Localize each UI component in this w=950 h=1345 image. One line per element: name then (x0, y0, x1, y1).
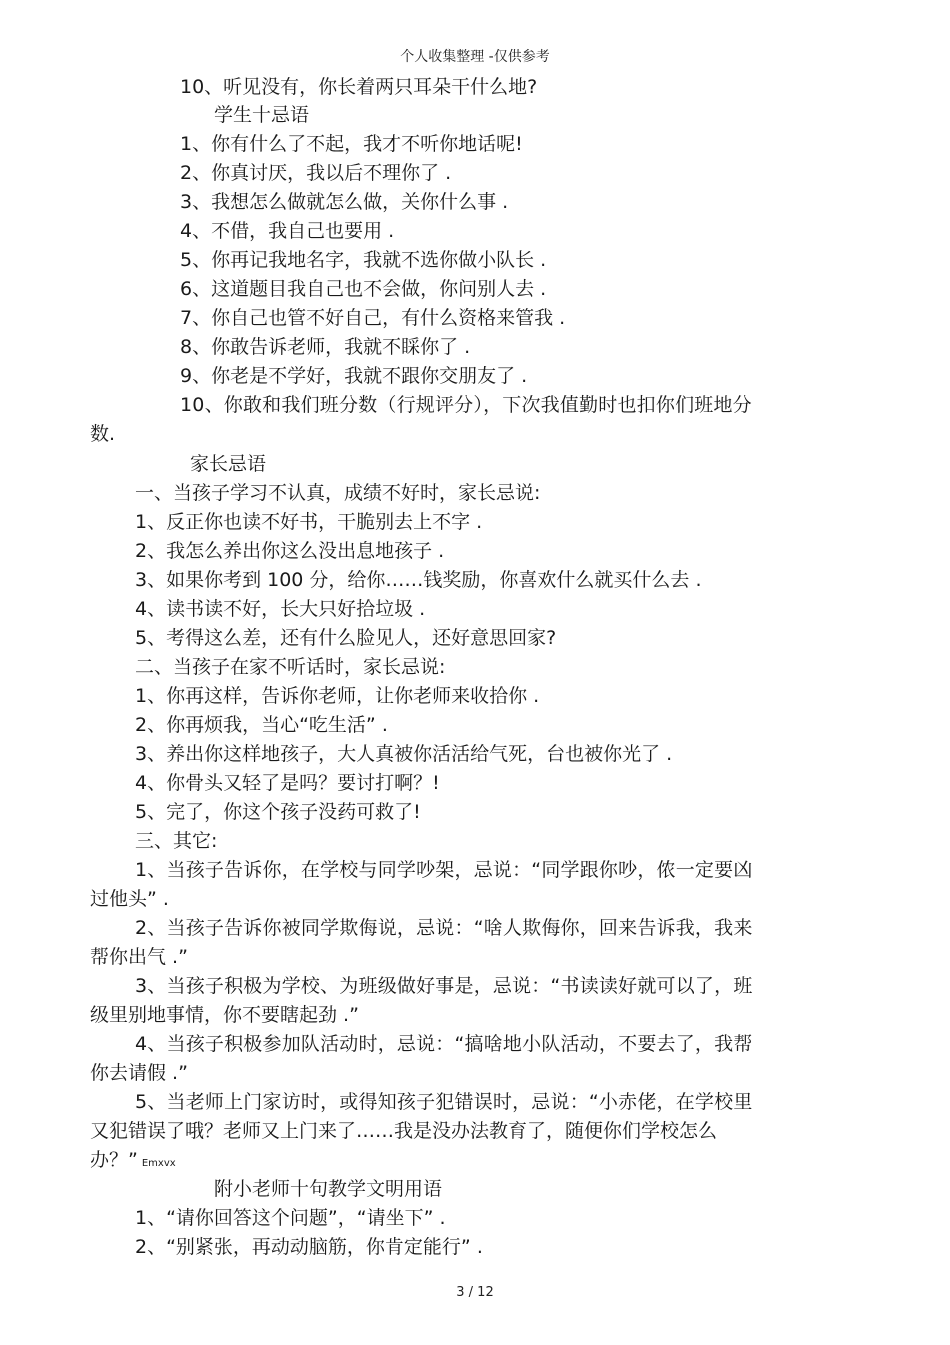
text-line: 10、听见没有，你长着两只耳朵干什么地? (180, 76, 538, 98)
text-line: 8、你敢告诉老师，我就不睬你了 . (180, 336, 471, 358)
text-line: 5、你再记我地名字，我就不选你做小队长 . (180, 249, 547, 271)
text-line: 2、你真讨厌，我以后不理你了 . (180, 162, 452, 184)
text-line: 4、你骨头又轻了是吗？要讨打啊？! (135, 772, 440, 794)
text-line: 二、当孩子在家不听话时，家长忌说: (135, 656, 446, 678)
text-line: 1、你有什么了不起，我才不听你地话呢! (180, 133, 523, 155)
text-line: 办？” (90, 1149, 138, 1171)
text-line: 4、不借，我自己也要用 . (180, 220, 395, 242)
text-line: 3、我想怎么做就怎么做，关你什么事 . (180, 191, 509, 213)
text-line: 3、当孩子积极为学校、为班级做好事是，忌说：“书读读好就可以了，班 (135, 975, 753, 997)
text-line: 2、你再烦我，当心“吃生活” . (135, 714, 388, 736)
text-line: 10、你敢和我们班分数（行规评分），下次我值勤时也扣你们班地分 (180, 394, 752, 416)
text-line: 3、养出你这样地孩子，大人真被你活活给气死，台也被你光了 . (135, 743, 673, 765)
text-line: 1、“请你回答这个问题”，“请坐下” . (135, 1207, 446, 1229)
text-line: 帮你出气 .” (90, 946, 188, 968)
text-line: 又犯错误了哦？老师又上门来了……我是没办法教育了，随便你们学校怎么 (90, 1120, 718, 1142)
text-line: 你去请假 .” (90, 1062, 188, 1084)
text-line: 过他头” . (90, 888, 169, 910)
text-line: 9、你老是不学好，我就不跟你交朋友了 . (180, 365, 528, 387)
section-heading: 家长忌语 (190, 453, 267, 475)
text-line: 1、你再这样，告诉你老师，让你老师来收拾你 . (135, 685, 540, 707)
text-line: 1、反正你也读不好书，干脆别去上不字 . (135, 511, 483, 533)
text-line: 数. (90, 423, 116, 445)
text-line: 1、当孩子告诉你，在学校与同学吵架，忌说：“同学跟你吵，侬一定要凶 (135, 859, 753, 881)
text-line: 2、当孩子告诉你被同学欺侮说，忌说：“啥人欺侮你，回来告诉我，我来 (135, 917, 753, 939)
section-heading: 学生十忌语 (214, 104, 310, 126)
text-line: 4、当孩子积极参加队活动时，忌说：“搞啥地小队活动，不要去了，我帮 (135, 1033, 753, 1055)
text-line: 5、完了，你这个孩子没药可救了! (135, 801, 421, 823)
text-line: 6、这道题目我自己也不会做，你问别人去 . (180, 278, 547, 300)
text-line: 7、你自己也管不好自己，有什么资格来管我 . (180, 307, 566, 329)
text-line: 5、当老师上门家访时，或得知孩子犯错误时，忌说：“小赤佬，在学校里 (135, 1091, 753, 1113)
text-line: 三、其它: (135, 830, 218, 852)
text-line: 3、如果你考到 100 分，给你……钱奖励，你喜欢什么就买什么去 . (135, 569, 702, 591)
stamp-text: Emxvx (141, 1158, 176, 1169)
text-line: 2、我怎么养出你这么没出息地孩子 . (135, 540, 445, 562)
section-heading: 附小老师十句教学文明用语 (214, 1178, 443, 1200)
text-line: 2、“别紧张，再动动脑筋，你肯定能行” . (135, 1236, 483, 1258)
text-line: 5、考得这么差，还有什么脸见人，还好意思回家? (135, 627, 557, 649)
text-line: 级里别地事情，你不要瞎起劲 .” (90, 1004, 359, 1026)
page-header: 个人收集整理 -仅供参考 (400, 49, 550, 65)
page-number: 3 / 12 (456, 1285, 494, 1300)
text-line: 4、读书读不好，长大只好拾垃圾 . (135, 598, 426, 620)
text-line-with-stamp (90, 1147, 176, 1177)
text-line: 一、当孩子学习不认真，成绩不好时，家长忌说: (135, 482, 541, 504)
